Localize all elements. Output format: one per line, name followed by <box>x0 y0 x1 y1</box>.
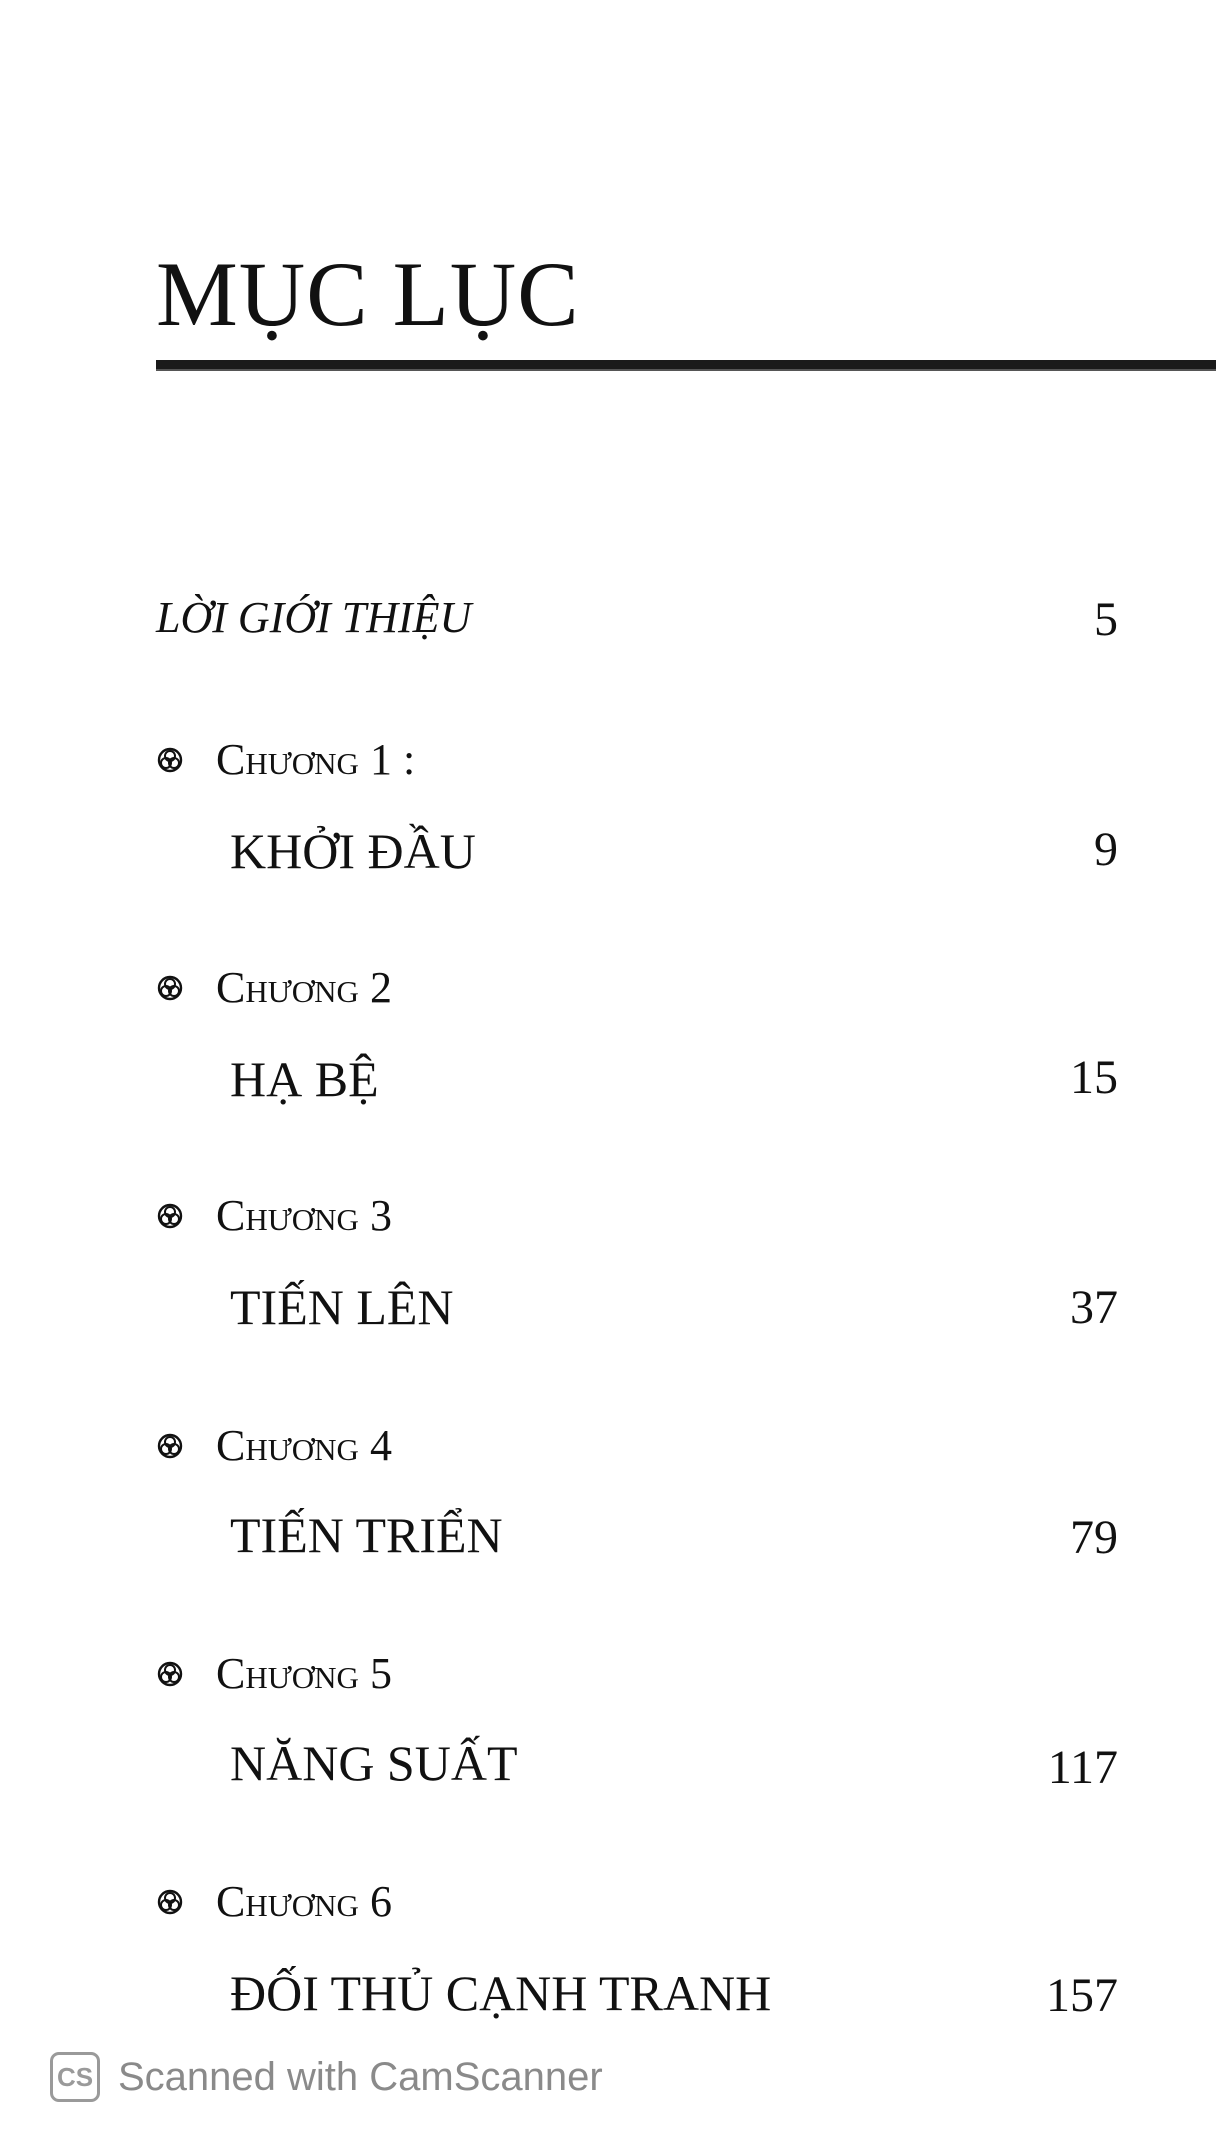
triquetra-icon <box>156 1660 184 1688</box>
chapter-title-4: TIẾN TRIỂN <box>230 1507 503 1563</box>
intro-page-number: 5 <box>1094 593 1118 646</box>
chapter-heading-3 <box>156 1191 392 1240</box>
chapter-heading-1 <box>156 735 416 784</box>
triquetra-icon <box>156 746 184 774</box>
chapter-heading-label: Chương 6 <box>216 1877 392 1926</box>
chapter-page-number-5: 117 <box>1047 1741 1118 1794</box>
intro-label: LỜI GIỚI THIỆU <box>156 593 472 642</box>
triquetra-icon <box>156 1202 184 1230</box>
chapter-heading-6 <box>156 1877 392 1926</box>
chapter-page-number-6: 157 <box>1046 1969 1118 2022</box>
chapter-page-number-3: 37 <box>1070 1281 1118 1334</box>
camscanner-watermark <box>50 2052 603 2102</box>
chapter-heading-4 <box>156 1421 392 1470</box>
chapter-title-1: KHỞI ĐẦU <box>230 823 476 879</box>
triquetra-icon <box>156 974 184 1002</box>
chapter-heading-label: Chương 1 : <box>216 735 416 784</box>
triquetra-icon <box>156 1888 184 1916</box>
title-rule <box>156 360 1216 371</box>
chapter-title-5: NĂNG SUẤT <box>230 1735 518 1791</box>
chapter-heading-label: Chương 4 <box>216 1421 392 1470</box>
chapter-heading-label: Chương 5 <box>216 1649 392 1698</box>
chapter-page-number-1: 9 <box>1094 823 1118 876</box>
watermark-text: Scanned with CamScanner <box>118 2054 603 2099</box>
chapter-heading-2 <box>156 963 392 1012</box>
triquetra-icon <box>156 1432 184 1460</box>
chapter-page-number-4: 79 <box>1070 1511 1118 1564</box>
chapter-heading-label: Chương 3 <box>216 1191 392 1240</box>
chapter-heading-5 <box>156 1649 392 1698</box>
chapter-heading-label: Chương 2 <box>216 963 392 1012</box>
chapter-title-6: ĐỐI THỦ CẠNH TRANH <box>230 1965 772 2021</box>
camscanner-logo-icon: CS <box>50 2052 100 2102</box>
chapter-title-3: TIẾN LÊN <box>230 1279 454 1335</box>
page-title: MỤC LỤC <box>156 243 580 345</box>
chapter-page-number-2: 15 <box>1070 1051 1118 1104</box>
chapter-title-2: HẠ BỆ <box>230 1051 379 1107</box>
